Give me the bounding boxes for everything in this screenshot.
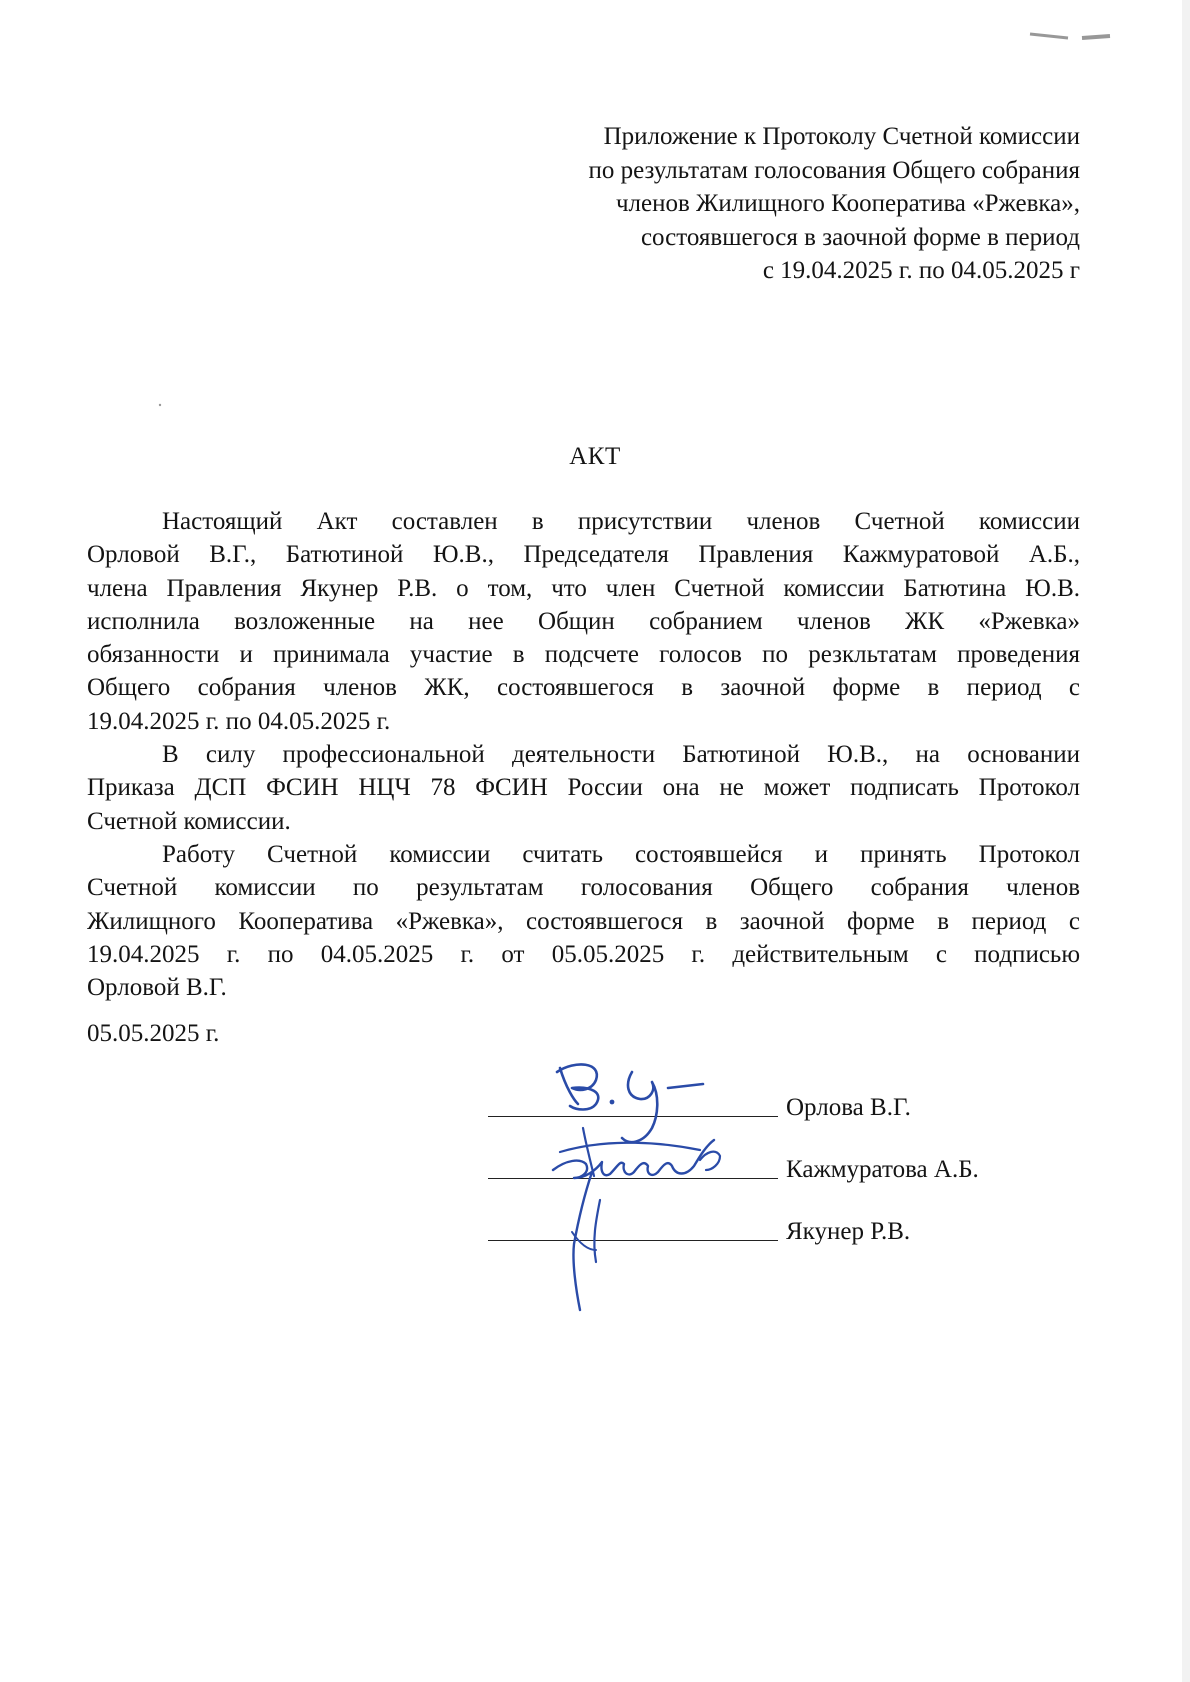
paragraph-line: Работу Счетной комиссии считать состоявшейся и принять Протокол	[162, 840, 1080, 868]
paragraph-3	[87, 838, 1080, 1004]
signature-line	[488, 1178, 778, 1179]
appendix-header	[520, 120, 1080, 288]
paragraph-line: Счетной комиссии.	[87, 807, 291, 835]
paragraph-line: члена Правления Якунер Р.В. о том, что член Счетной комиссии Батютина Ю.В.	[87, 574, 1080, 602]
document-title: АКТ	[569, 443, 621, 470]
paragraph-line: Жилищного Кооператива «Ржевка», состоявшегося в заочной форме в период с	[87, 907, 1080, 935]
paragraph-line: Счетной комиссии по результатам голосования Общего собрания членов	[87, 874, 1080, 902]
paragraph-line: 19.04.2025 г. по 04.05.2025 г.	[87, 707, 391, 735]
signature-row-yakuner	[488, 1212, 1048, 1246]
paragraph-2	[87, 738, 1080, 838]
paragraph-line: В силу профессиональной деятельности Батютиной Ю.В., на основании	[162, 741, 1080, 769]
paragraph-line: исполнила возложенные на нее Общин собранием членов ЖК «Ржевка»	[87, 607, 1080, 635]
document-date: 05.05.2025 г.	[87, 1020, 220, 1047]
header-line: с 19.04.2025 г. по 04.05.2025 г	[762, 257, 1080, 284]
signature-row-kazhmuratova	[488, 1150, 1048, 1184]
paragraph-line: 19.04.2025 г. по 04.05.2025 г. от 05.05.2025 г. действительным с подписью	[87, 940, 1080, 968]
document-body	[87, 505, 1080, 1004]
paragraph-line: Настоящий Акт составлен в присутствии членов Счетной комиссии	[162, 508, 1080, 535]
paragraph-line: обязанности и принимала участие в подсчете голосов по резкльтатам проведения	[87, 641, 1080, 669]
header-line: членов Жилищного Кооператива «Ржевка»,	[615, 190, 1080, 217]
header-line: по результатам голосования Общего собрания	[588, 156, 1080, 184]
paragraph-1	[87, 505, 1080, 738]
signature-line	[488, 1116, 778, 1117]
paragraph-line: Приказа ДСП ФСИН НЦЧ 78 ФСИН России она не может подписать Протокол	[87, 774, 1080, 802]
paragraph-line: Орловой В.Г.	[87, 974, 227, 1002]
paragraph-line: Орловой В.Г., Батютиной Ю.В., Председателя Правления Кажмуратовой А.Б.,	[87, 541, 1080, 569]
header-line: состоявшегося в заочной форме в период	[640, 223, 1080, 251]
signatory-name: Орлова В.Г.	[786, 1094, 911, 1121]
signatory-name: Кажмуратова А.Б.	[786, 1156, 979, 1183]
header-line: Приложение к Протоколу Счетной комиссии	[603, 123, 1080, 150]
signature-line	[488, 1240, 778, 1241]
paragraph-line: Общего собрания членов ЖК, состоявшегося в заочной форме в период с	[87, 674, 1080, 702]
signatory-name: Якунер Р.В.	[786, 1218, 911, 1245]
signature-row-orlova	[488, 1088, 1048, 1122]
